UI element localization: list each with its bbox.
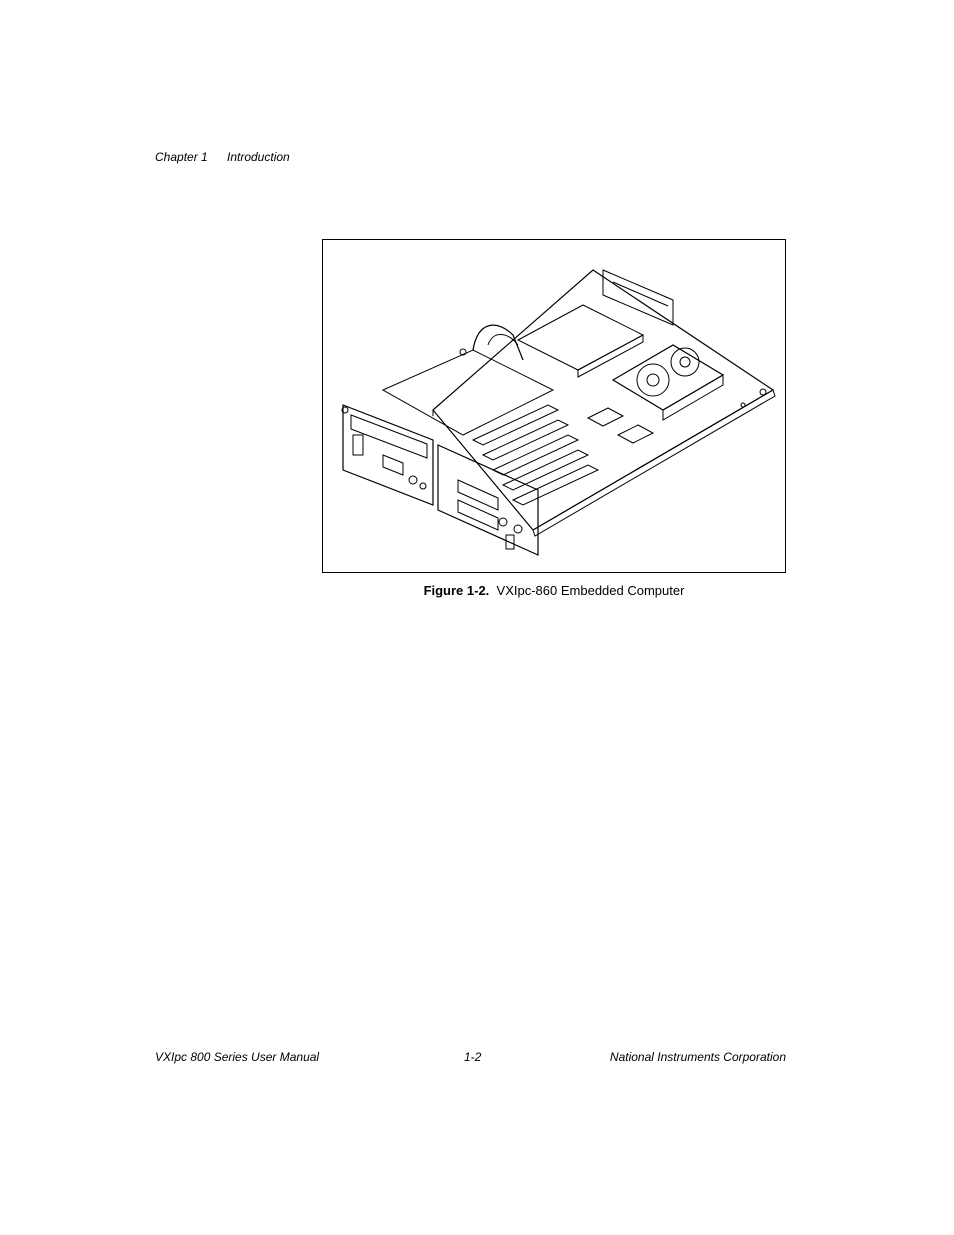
expansion-slots — [473, 405, 598, 505]
footer-company: National Instruments Corporation — [609, 1050, 786, 1064]
footer-page-number: 1-2 — [464, 1050, 482, 1064]
header-section: Introduction — [227, 150, 290, 164]
front-panel-right — [438, 445, 538, 555]
chip-1 — [588, 408, 623, 426]
motherboard-plate — [433, 270, 773, 530]
cpu-heatsink — [613, 345, 723, 420]
figure-caption — [322, 583, 786, 598]
hard-drive — [518, 305, 643, 370]
chip-2 — [618, 425, 653, 443]
figure-frame — [322, 239, 786, 573]
drive-bay — [383, 350, 553, 435]
footer-manual-title: VXIpc 800 Series User Manual — [155, 1050, 320, 1064]
header-chapter: Chapter 1 — [155, 150, 208, 164]
figure-title: VXIpc-860 Embedded Computer — [496, 583, 685, 598]
embedded-computer-illustration — [323, 240, 785, 572]
figure-label: Figure 1-2. — [423, 583, 490, 598]
running-header — [155, 150, 290, 164]
